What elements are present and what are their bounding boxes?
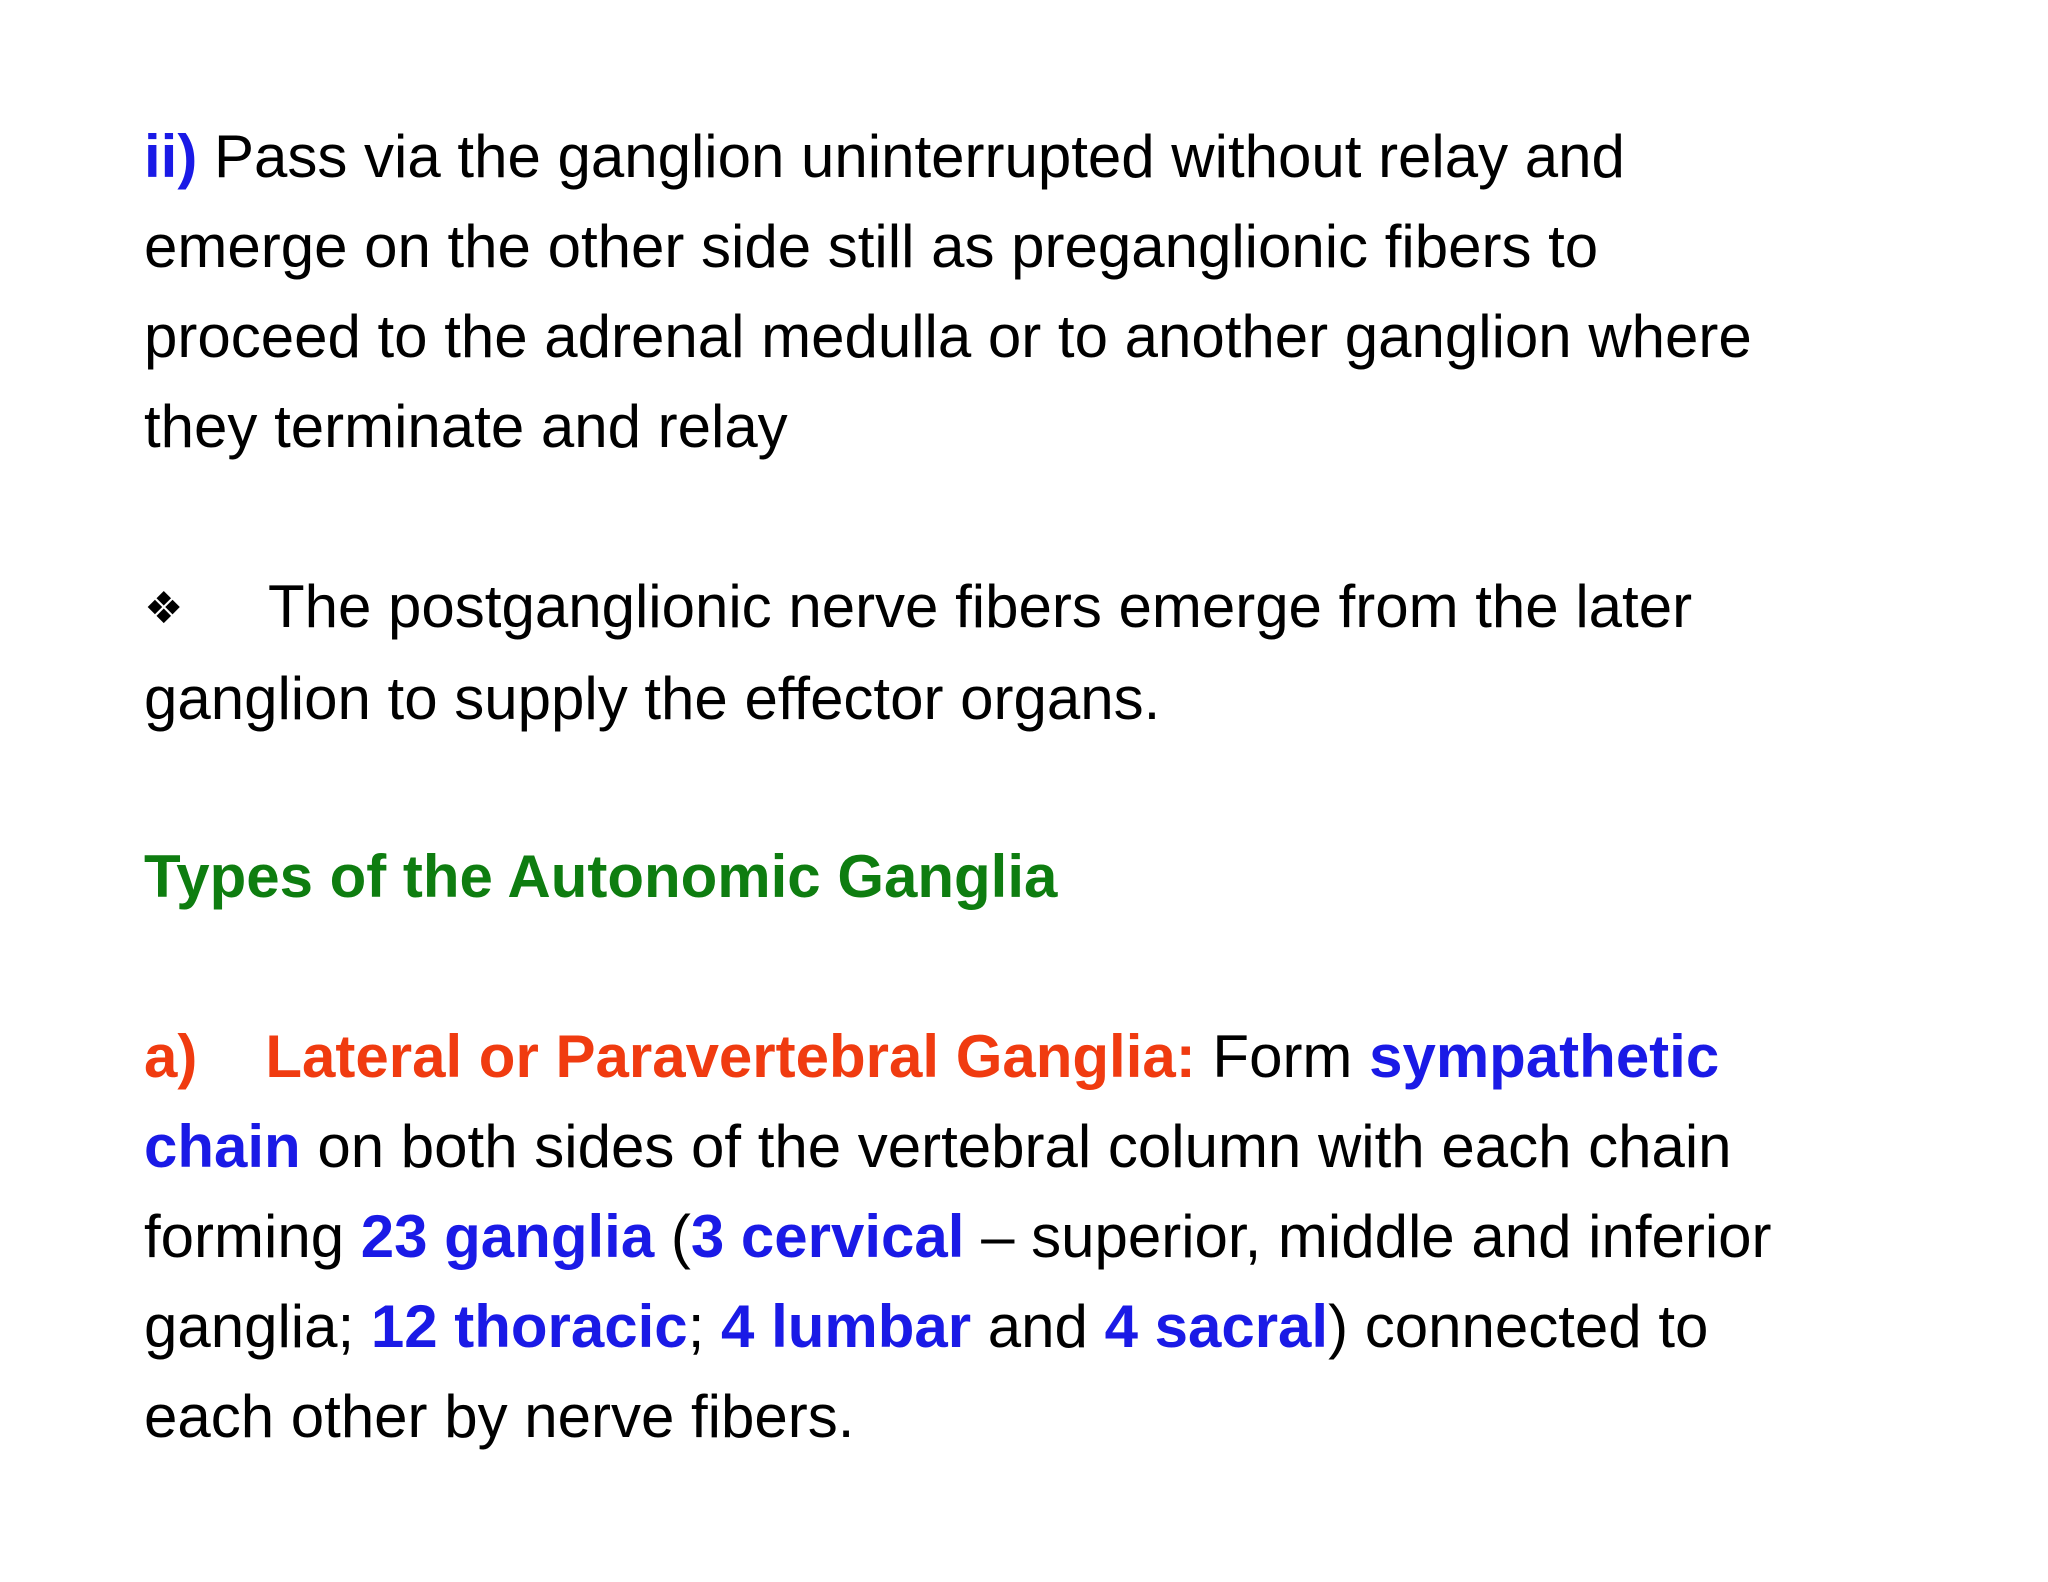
paragraph-ii-line-1: ii) Pass via the ganglion uninterrupted without relay and (144, 123, 1625, 190)
list-marker-ii: ii) (144, 123, 198, 190)
paragraph-a-line-2: chain on both sides of the vertebral column with each chain (144, 1113, 1732, 1180)
section-heading: Types of the Autonomic Ganglia (144, 843, 1058, 910)
bullet-paragraph-line-1: ❖ The postganglionic nerve fibers emerge from the later (144, 562, 1904, 654)
list-marker-a: a) (144, 1023, 198, 1090)
paragraph-a-line-1: a) Lateral or Paravertebral Ganglia: Form sympathetic (144, 1023, 1720, 1090)
paragraph-ii (144, 112, 1904, 472)
paragraph-a-title: Lateral or Paravertebral Ganglia: (265, 1023, 1196, 1090)
bullet-paragraph (144, 562, 1904, 744)
diamond-bullet-icon: ❖ (144, 583, 184, 634)
paragraph-a (144, 1012, 1904, 1462)
paragraph-ii-line-2: emerge on the other side still as preganglionic fibers to (144, 213, 1599, 280)
bullet-paragraph-line-2: ganglion to supply the effector organs. (144, 665, 1161, 732)
paragraph-a-line-3: forming 23 ganglia (3 cervical – superior, middle and inferior (144, 1203, 1772, 1270)
paragraph-a-line-5: each other by nerve fibers. (144, 1383, 855, 1450)
paragraph-ii-line-3: proceed to the adrenal medulla or to another ganglion where (144, 303, 1752, 370)
paragraph-ii-line-4: they terminate and relay (144, 393, 788, 460)
paragraph-a-line-4: ganglia; 12 thoracic; 4 lumbar and 4 sacral) connected to (144, 1293, 1709, 1360)
